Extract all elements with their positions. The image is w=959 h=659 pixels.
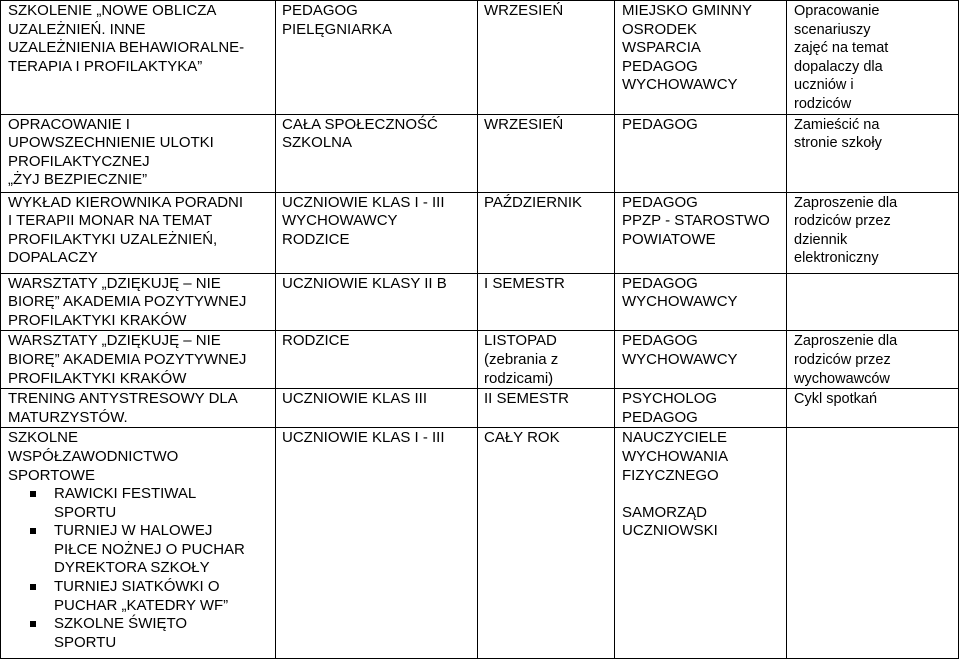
table-cell-c1: [1, 331, 276, 389]
cell-text-line: WSPÓŁZAWODNICTWO: [8, 447, 179, 465]
table-cell-c2: [276, 331, 478, 389]
table-row: [1, 389, 959, 428]
cell-text-line: WYKŁAD KIEROWNIKA PORADNI: [8, 193, 244, 211]
cell-text-line: PEDAGOG: [622, 274, 698, 292]
cell-text-line: (zebrania z: [484, 350, 559, 368]
table-cell-c5: [787, 192, 959, 273]
table-cell-c2: [276, 273, 478, 331]
cell-text-line: Cykl spotkań: [794, 391, 878, 408]
cell-text-line: Zaproszenie dla: [794, 333, 898, 350]
cell-text-line: CAŁA SPOŁECZNOŚĆ: [282, 115, 438, 133]
cell-text-line: Zamieścić na: [794, 116, 880, 133]
table-cell-c1: [1, 428, 276, 659]
cell-text-line: UZALEŻNIENIA BEHAWIORALNE-: [8, 39, 245, 57]
cell-text-line: PEDAGOG: [622, 193, 698, 211]
cell-text-line: UCZNIOWIE KLAS I - III: [282, 429, 445, 447]
cell-text-line: BIORĘ” AKADEMIA POZYTYWNEJ: [8, 350, 247, 368]
cell-text-line: TRENING ANTYSTRESOWY DLA: [8, 390, 238, 408]
cell-text-line: stronie szkoły: [794, 135, 882, 152]
cell-text-line: FIZYCZNEGO: [622, 466, 719, 484]
cell-text-line: PROFILAKTYCZNEJ: [8, 152, 150, 170]
cell-text-line: uczniów i: [794, 77, 854, 94]
table-cell-c4: [615, 428, 787, 659]
spacer: [622, 485, 781, 504]
list-item-text: SPORTU: [54, 503, 117, 521]
list-item-text: PUCHAR „KATEDRY WF”: [54, 596, 229, 614]
table-cell-c4: [615, 331, 787, 389]
cell-text-line: PSYCHOLOG: [622, 390, 718, 408]
cell-text-line: PPZP - STAROSTWO: [622, 212, 770, 230]
cell-text-line: OSRODEK: [622, 20, 698, 38]
cell-text-line: SZKOLNA: [282, 134, 353, 152]
cell-text-line: elektroniczny: [794, 250, 879, 267]
table-cell-c5: [787, 114, 959, 192]
cell-text-line: LISTOPAD: [484, 332, 557, 350]
cell-text-line: NAUCZYCIELE: [622, 429, 728, 447]
cell-text-line: MIEJSKO GMINNY: [622, 2, 753, 19]
cell-text-line: UPOWSZECHNIENIE ULOTKI: [8, 134, 214, 152]
cell-text-line: Zaproszenie dla: [794, 194, 898, 211]
cell-text-line: PEDAGOG: [622, 408, 698, 426]
cell-text-line: OPRACOWANIE I: [8, 115, 130, 133]
table-cell-c1: [1, 389, 276, 428]
cell-text-line: PEDAGOG: [622, 115, 698, 133]
table-cell-c3: [478, 389, 615, 428]
table-cell-c1: [1, 273, 276, 331]
cell-text-line: „ŻYJ BEZPIECZNIE”: [8, 171, 148, 189]
table-cell-c3: [478, 114, 615, 192]
cell-text-line: PAŹDZIERNIK: [484, 193, 583, 211]
cell-text-line: rodziców: [794, 95, 852, 112]
list-item: [8, 615, 270, 652]
cell-text-line: rodzicami): [484, 369, 554, 387]
cell-text-line: MATURZYSTÓW.: [8, 408, 128, 426]
cell-text-line: I SEMESTR: [484, 274, 565, 292]
cell-text-line: scenariuszy: [794, 21, 871, 38]
cell-text-line: WYCHOWAWCY: [622, 350, 738, 368]
cell-text-line: WYCHOWANIA: [622, 447, 729, 465]
table-cell-c4: [615, 114, 787, 192]
table-cell-c5: [787, 389, 959, 428]
table-row: [1, 1, 959, 115]
table-cell-c2: [276, 114, 478, 192]
square-bullet-icon: [30, 621, 36, 627]
cell-text-line: UCZNIOWIE KLAS III: [282, 390, 428, 408]
cell-text-line: PEDAGOG: [622, 332, 698, 350]
square-bullet-icon: [30, 491, 36, 497]
table-cell-c2: [276, 192, 478, 273]
table-cell-c5: [787, 1, 959, 115]
cell-text-line: WARSZTATY „DZIĘKUJĘ – NIE: [8, 274, 221, 292]
cell-text-line: WYCHOWAWCY: [622, 76, 738, 94]
cell-text-line: II SEMESTR: [484, 390, 570, 408]
list-item-text: DYREKTORA SZKOŁY: [54, 559, 210, 577]
table-cell-c3: [478, 192, 615, 273]
cell-text-line: DOPALACZY: [8, 249, 98, 267]
cell-text-line: POWIATOWE: [622, 230, 716, 248]
cell-text-line: PIELĘGNIARKA: [282, 20, 393, 38]
cell-text-line: PEDAGOG: [622, 57, 698, 75]
list-item-text: TURNIEJ SIATKÓWKI O: [54, 578, 220, 596]
list-item: [8, 485, 270, 522]
cell-text-line: Opracowanie: [794, 3, 880, 19]
table-cell-c1: [1, 114, 276, 192]
table-cell-c4: [615, 273, 787, 331]
table-row: [1, 331, 959, 389]
table-cell-c3: [478, 273, 615, 331]
cell-text-line: PROFILAKTYKI UZALEŻNIEŃ,: [8, 230, 218, 248]
square-bullet-icon: [30, 584, 36, 590]
cell-text-line: UCZNIOWIE KLASY II B: [282, 274, 447, 292]
table-cell-c4: [615, 1, 787, 115]
cell-text-line: SZKOLNE: [8, 429, 79, 447]
table-cell-c1: [1, 1, 276, 115]
cell-text-line: I TERAPII MONAR NA TEMAT: [8, 212, 213, 230]
list-item: [8, 522, 270, 578]
cell-text-line: WRZESIEŃ: [484, 115, 564, 133]
table-cell-c1: [1, 192, 276, 273]
cell-text-line: WSPARCIA: [622, 39, 701, 57]
cell-text-line: RODZICE: [282, 332, 350, 350]
cell-text-line: PROFILAKTYKI KRAKÓW: [8, 369, 187, 387]
square-bullet-icon: [30, 528, 36, 534]
table-row: [1, 192, 959, 273]
list-item-text: SZKOLNE ŚWIĘTO: [54, 615, 188, 633]
cell-text-line: dopalaczy dla: [794, 58, 883, 75]
table-cell-c3: [478, 331, 615, 389]
table-cell-c5: [787, 428, 959, 659]
table-cell-c3: [478, 428, 615, 659]
table-cell-c5: [787, 331, 959, 389]
cell-text-line: WRZESIEŃ: [484, 2, 564, 19]
cell-text-line: WYCHOWAWCY: [622, 293, 738, 311]
cell-text-line: UCZNIOWSKI: [622, 522, 718, 540]
cell-text-line: CAŁY ROK: [484, 429, 560, 447]
table-row: [1, 428, 959, 659]
cell-text-line: BIORĘ” AKADEMIA POZYTYWNEJ: [8, 293, 247, 311]
sports-events-list: [8, 485, 270, 652]
cell-text-line: RODZICE: [282, 230, 350, 248]
table-cell-c2: [276, 1, 478, 115]
table-row: [1, 273, 959, 331]
table-cell-c3: [478, 1, 615, 115]
cell-text-line: TERAPIA I PROFILAKTYKA”: [8, 57, 203, 75]
table-cell-c4: [615, 389, 787, 428]
table-cell-c5: [787, 273, 959, 331]
cell-text-line: SPORTOWE: [8, 466, 95, 484]
cell-text-line: rodziców przez: [794, 213, 891, 230]
cell-text-line: WYCHOWAWCY: [282, 212, 398, 230]
list-item: [8, 578, 270, 615]
cell-text-line: WARSZTATY „DZIĘKUJĘ – NIE: [8, 332, 221, 350]
table-cell-c2: [276, 389, 478, 428]
cell-text-line: SAMORZĄD: [622, 503, 708, 521]
table-cell-c4: [615, 192, 787, 273]
cell-text-line: zajęć na temat: [794, 40, 889, 57]
cell-text-line: rodziców przez: [794, 351, 891, 368]
cell-text-line: PEDAGOG: [282, 2, 358, 19]
table-cell-c2: [276, 428, 478, 659]
list-item-text: TURNIEJ W HALOWEJ: [54, 522, 213, 540]
list-item-text: PIŁCE NOŻNEJ O PUCHAR: [54, 540, 245, 558]
table-row: [1, 114, 959, 192]
cell-text-line: SZKOLENIE „NOWE OBLICZA: [8, 2, 217, 19]
cell-text-line: dziennik: [794, 231, 848, 248]
cell-text-line: PROFILAKTYKI KRAKÓW: [8, 311, 187, 329]
list-item-text: RAWICKI FESTIWAL: [54, 485, 197, 503]
cell-text-line: UCZNIOWIE KLAS I - III: [282, 193, 445, 211]
cell-text-line: wychowawców: [794, 370, 890, 387]
cell-text-line: UZALEŻNIEŃ. INNE: [8, 20, 146, 38]
list-item-text: SPORTU: [54, 633, 117, 651]
